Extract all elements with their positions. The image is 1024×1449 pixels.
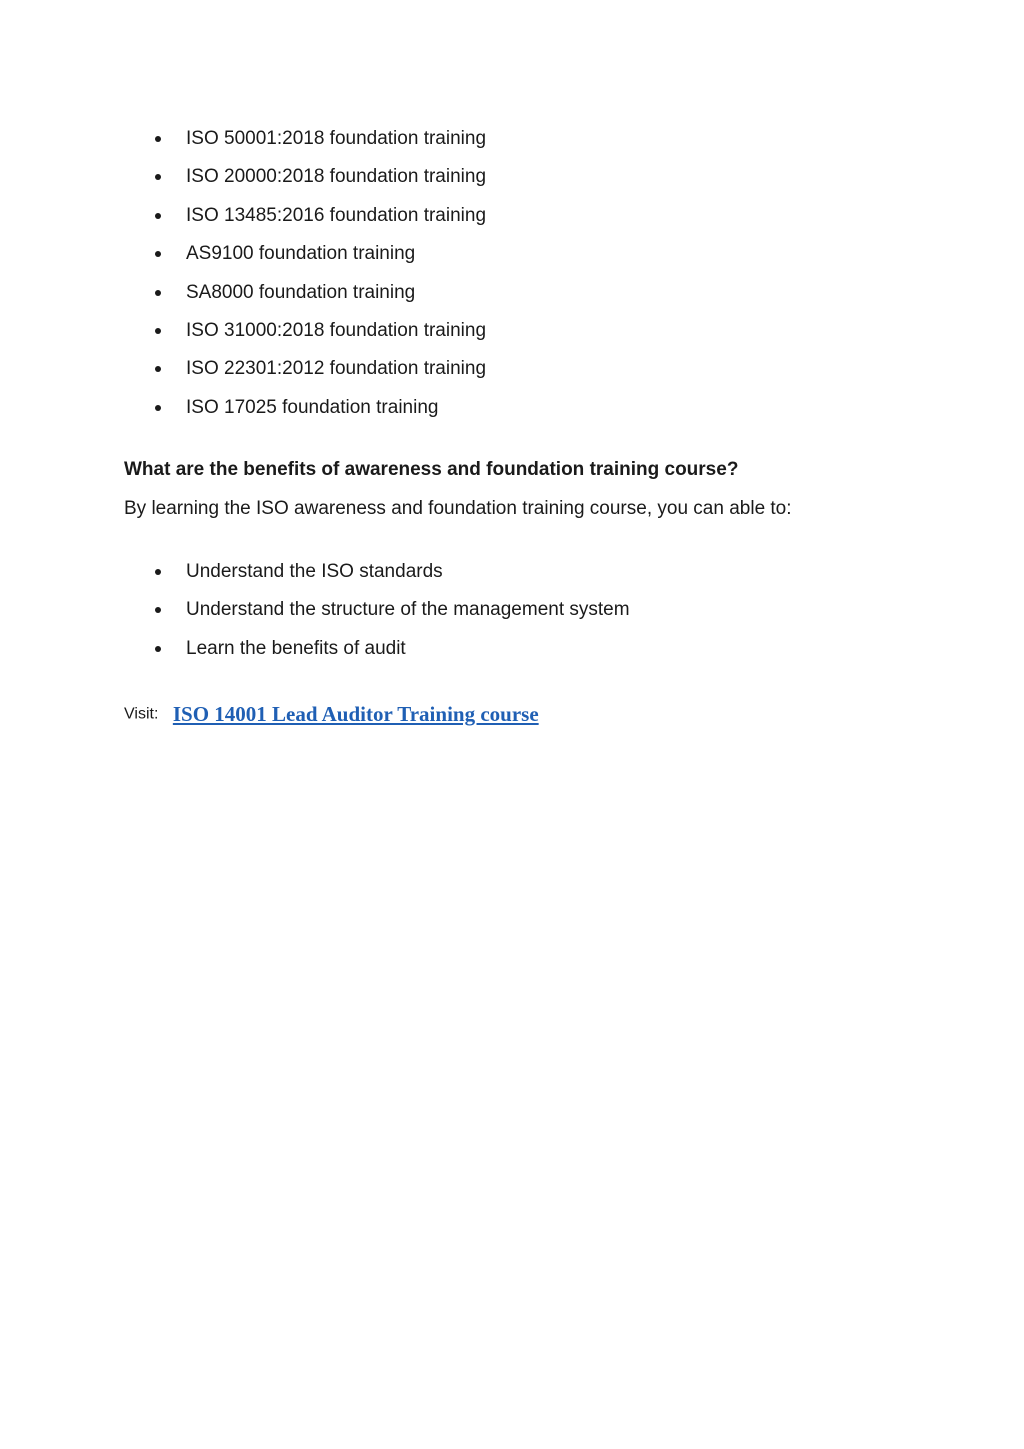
list-item-text: ISO 22301:2012 foundation training [186, 358, 487, 380]
list-item-text: AS9100 foundation training [186, 243, 416, 265]
bullet-icon [155, 366, 161, 372]
list-item-text: Learn the benefits of audit [186, 637, 406, 659]
visit-line [124, 702, 539, 727]
list-item [152, 396, 486, 434]
benefits-intro: By learning the ISO awareness and foundation training course, you can able to: [124, 498, 792, 519]
list-item-text: ISO 13485:2016 foundation training [186, 204, 487, 226]
list-item [152, 127, 486, 165]
list-item-text: Understand the ISO standards [186, 561, 443, 582]
list-item [152, 637, 630, 675]
benefits-heading: What are the benefits of awareness and foundation training course? [124, 459, 739, 480]
list-item [152, 598, 630, 636]
visit-label: Visit: [124, 705, 159, 723]
bullet-icon [155, 328, 161, 334]
list-item [152, 357, 486, 395]
bullet-icon [155, 213, 161, 219]
list-item [152, 319, 486, 357]
bullet-icon [155, 290, 161, 296]
bullet-icon [155, 136, 161, 142]
list-item-text: ISO 31000:2018 foundation training [186, 319, 487, 341]
bullet-icon [155, 174, 161, 180]
standards-list [152, 127, 486, 434]
list-item [152, 165, 486, 203]
bullet-icon [155, 646, 161, 652]
bullet-icon [155, 251, 161, 257]
benefits-list [152, 560, 630, 675]
bullet-icon [155, 569, 161, 575]
list-item-text: ISO 17025 foundation training [186, 396, 439, 418]
list-item [152, 242, 486, 280]
bullet-icon [155, 607, 161, 613]
list-item-text: ISO 20000:2018 foundation training [186, 166, 487, 188]
bullet-icon [155, 405, 161, 411]
list-item-text: Understand the structure of the management system [186, 599, 630, 621]
list-item-text: SA8000 foundation training [186, 281, 416, 303]
list-item [152, 204, 486, 242]
list-item [152, 281, 486, 319]
list-item-text: ISO 50001:2018 foundation training [186, 128, 487, 149]
list-item [152, 560, 630, 598]
course-link[interactable]: ISO 14001 Lead Auditor Training course [172, 702, 539, 726]
